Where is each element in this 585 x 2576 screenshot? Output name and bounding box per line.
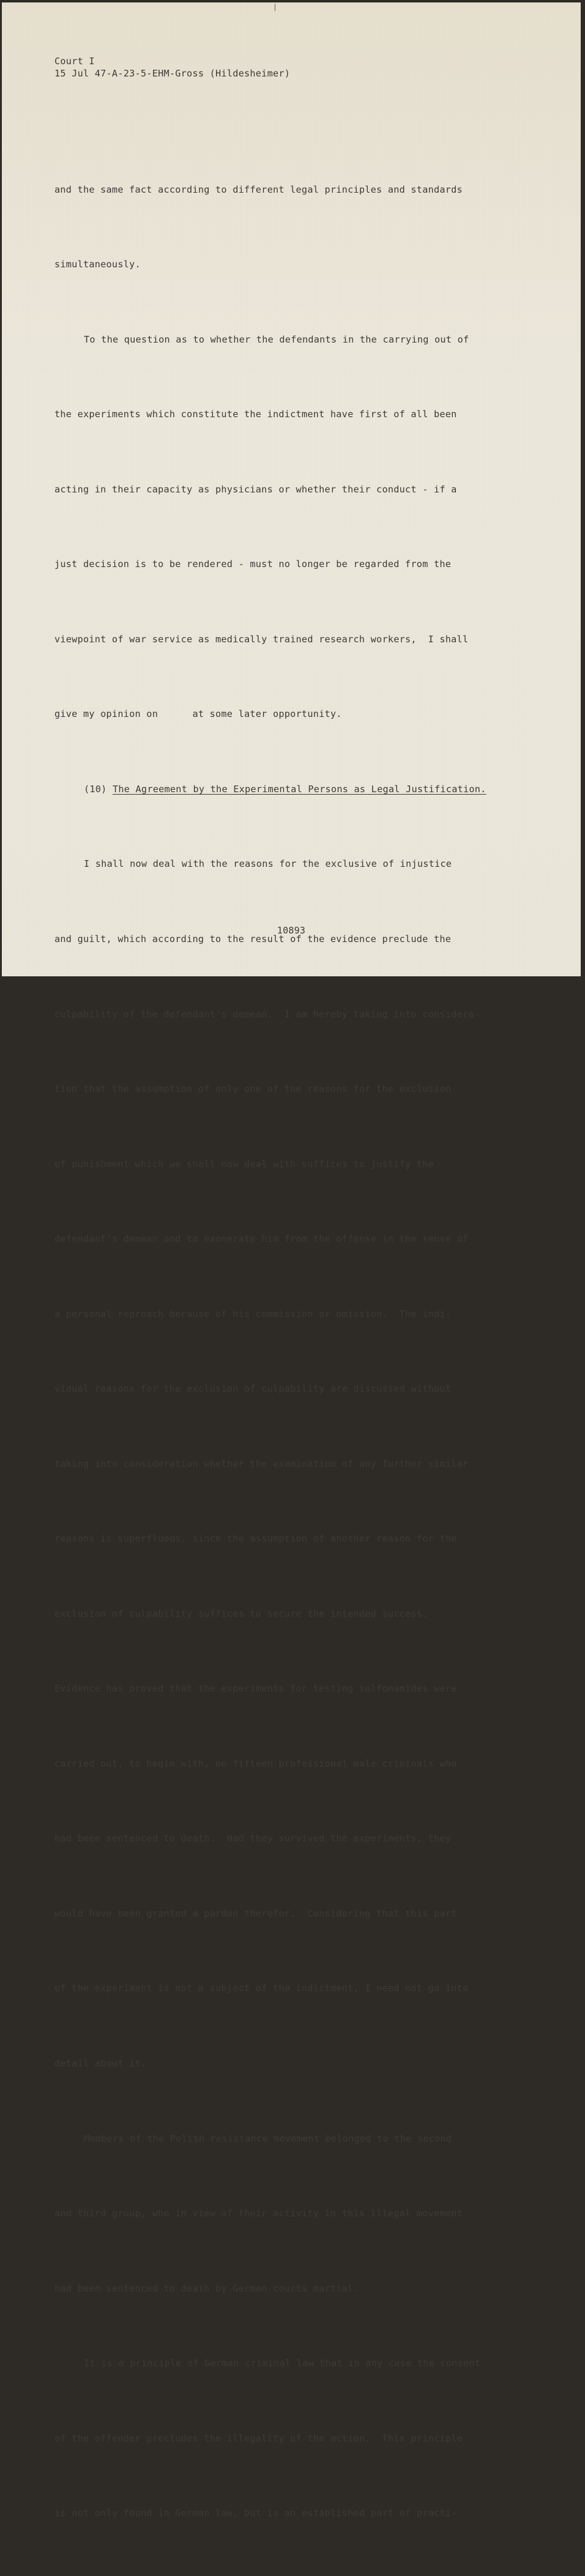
text-line: acting in their capacity as physicians or whether their conduct - if a xyxy=(54,483,457,495)
text-line: tion that the assumption of only one of the reasons for the exclusion xyxy=(54,1083,452,1095)
document-body xyxy=(54,127,486,2576)
text-line: would have been granted a pardon therefor. Considering that this part xyxy=(54,1907,457,1919)
text-line: and guilt, which according to the result of the evidence preclude the xyxy=(54,934,452,945)
text-line: is not only found in German law, but is an established part of practi- xyxy=(54,2507,457,2519)
paragraph-start-line: I shall now deal with the reasons for the exclusive of injustice xyxy=(84,858,452,870)
paragraph-start-line: To the question as to whether the defendants in the carrying out of xyxy=(84,333,469,345)
text-line: had been sentenced to death. Had they survived the experiments, they xyxy=(54,1833,452,1844)
text-line: just decision is to be rendered - must no longer be regarded from the xyxy=(54,559,452,570)
text-line: taking into consideration whether the examination of any further similar xyxy=(54,1458,469,1469)
page-number: 10893 xyxy=(277,925,306,936)
text-line: a personal reproach because of his commission or omission. The indi- xyxy=(54,1308,452,1320)
text-line: give my opinion on at some later opportunity. xyxy=(54,708,342,720)
text-line: and the same fact according to different legal principles and standards xyxy=(54,184,463,195)
section-heading xyxy=(54,777,486,802)
section-title: The Agreement by the Experimental Persons as Legal Justification. xyxy=(112,783,486,795)
paragraph-start-line: Members of the Polish resistance movement belonged to the second xyxy=(84,2132,452,2144)
section-number: (10) xyxy=(84,783,113,795)
text-line: defendant's demean and to exonerate him from the offense in the sense of xyxy=(54,1233,469,1245)
text-line: of the experiment is not a subject of the indictment, I need not go into xyxy=(54,1983,469,1994)
text-line: reasons is superfluous, since the assumption of another reason for the xyxy=(54,1533,457,1545)
text-line: had been sentenced to death by German courts martial. xyxy=(54,2282,359,2294)
text-line: exclusion of culpability suffices to secure the intended success. xyxy=(54,1608,428,1619)
text-line: viewpoint of war service as medically trained research workers, I shall xyxy=(54,633,469,645)
text-line: detail about it. xyxy=(54,2057,147,2069)
text-line: vidual reasons for the exclusion of culpability are discussed without xyxy=(54,1383,452,1395)
text-line: of the offender precludes the illegality of the action. This principle xyxy=(54,2432,463,2444)
document-page xyxy=(2,2,581,2519)
text-line: and third group, who in view of their activity in this illegal movement xyxy=(54,2208,463,2219)
text-line: simultaneously. xyxy=(54,259,141,270)
document-header xyxy=(54,55,290,80)
text-line: of punishment which we shall now deal with suffices to justify the xyxy=(54,1158,434,1170)
case-reference: 15 Jul 47-A-23-5-EHM-Gross (Hildesheimer) xyxy=(54,68,291,79)
paragraph-start-line: It is a principle of German criminal law that in any case the consent xyxy=(84,2358,481,2369)
text-line: carried out, to begin with, on fifteen professional male criminals who xyxy=(54,1758,457,1769)
text-line: culpability of the defendant's demean. I am hereby taking into considera- xyxy=(54,1008,480,1020)
court-label: Court I xyxy=(54,56,95,67)
text-line: Evidence has proved that the experiments for testing sulfonamides were xyxy=(54,1683,457,1694)
text-line: the experiments which constitute the indictment have first of all been xyxy=(54,409,457,420)
